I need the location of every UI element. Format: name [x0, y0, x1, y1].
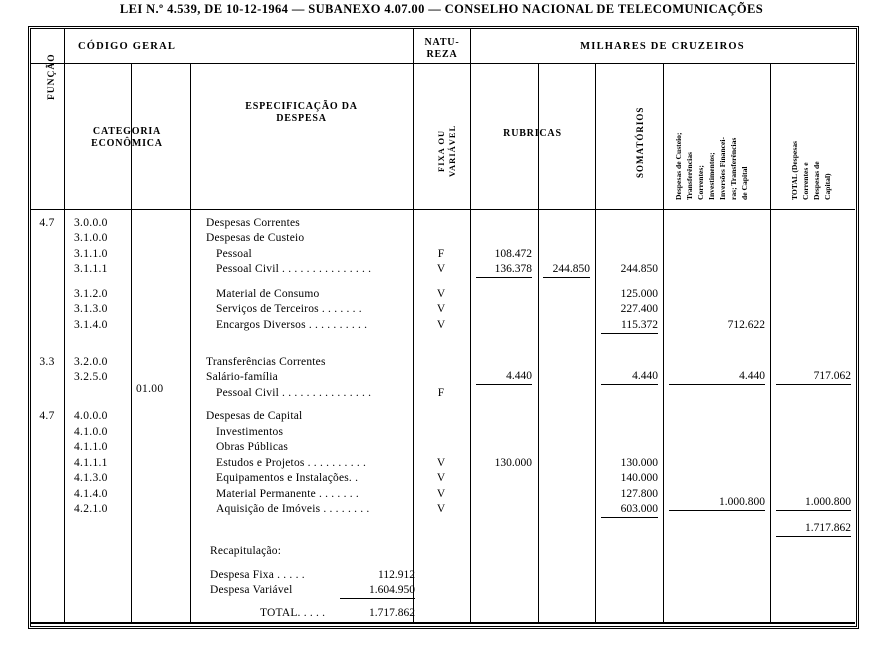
cell-spec-1: Despesas Correntes [206, 217, 300, 229]
cell-natureza-6: V [436, 303, 446, 315]
rule-col-custeio [770, 63, 771, 622]
header-variavel: VARIÁVEL [447, 124, 457, 177]
cell-natureza-7: V [436, 319, 446, 331]
cell-somatorio-7: 115.372 [601, 318, 658, 334]
cell-natureza-17: V [436, 503, 446, 515]
header-funcao: FUNÇÃO [47, 53, 57, 100]
cell-spec-7: Encargos Diversos . . . . . . . . . . [216, 319, 368, 331]
cell-somatorio-6: 227.400 [620, 303, 658, 315]
recap-item-1-value: 112.912 [378, 569, 415, 581]
header-total-line-2: Correntes e [801, 162, 810, 200]
recap-total-value: 1.717.862 [369, 607, 415, 619]
cell-spec-9: Salário-família [206, 371, 278, 383]
cell-custeio-10: 4.440 [669, 369, 765, 385]
cell-natureza-14: V [436, 457, 446, 469]
cell-custeio-7: 712.622 [727, 319, 765, 331]
cell-somatorio-4: 244.850 [620, 263, 658, 275]
cell-spec-16: Material Permanente . . . . . . . [216, 488, 359, 500]
cell-categoria-6: 3.1.3.0 [74, 303, 108, 315]
header-natureza-line1: NATU- [424, 37, 460, 48]
header-total-line-4: Capital) [823, 173, 832, 200]
cell-total-17: 1.000.800 [776, 495, 851, 511]
cell-categoria-13: 4.1.1.1 [74, 457, 108, 469]
cell-categoria-10: 4.0.0.0 [74, 410, 108, 422]
header-custeio-line-5: Inversões Financei- [718, 136, 727, 200]
recap-title: Recapitulação: [210, 545, 282, 557]
cell-somatorio-14: 130.000 [620, 457, 658, 469]
cell-natureza-15: V [436, 472, 446, 484]
header-somatorios: SOMATÓRIOS [635, 106, 645, 178]
recap-item-1-label: Despesa Fixa . . . . . [210, 569, 305, 581]
rule-col-rubricas-a [538, 63, 539, 622]
cell-funcao-1: 4.7 [39, 217, 55, 229]
header-categoria-line2: ECONÔMICA [91, 138, 163, 149]
cell-rubrica-10: 4.440 [476, 369, 532, 385]
recap-item-2-label: Despesa Variável [210, 584, 293, 596]
cell-subcodigo: 01.00 [136, 383, 164, 395]
cell-spec-13: Obras Públicas [216, 441, 289, 453]
cell-somatorio-10: 4.440 [601, 369, 658, 385]
cell-categoria-4: 3.1.1.1 [74, 263, 108, 275]
rule-col-especificacao [413, 28, 414, 622]
cell-categoria-16: 4.2.1.0 [74, 503, 108, 515]
cell-somatorio-16: 127.800 [620, 488, 658, 500]
header-total-line-3: Despesas de [812, 161, 821, 200]
cell-somatorio-5: 125.000 [620, 288, 658, 300]
recap-total-label: TOTAL. . . . . [260, 607, 326, 619]
cell-total-grand: 1.717.862 [776, 521, 851, 537]
cell-spec-12: Investimentos [216, 426, 284, 438]
rule-header-2 [30, 209, 855, 210]
cell-spec-14: Estudos e Projetos . . . . . . . . . . [216, 457, 367, 469]
header-custeio-line-1: Despesas de Custeio; [674, 132, 683, 200]
header-milhares: MILHARES DE CRUZEIROS [580, 41, 745, 52]
cell-categoria-2: 3.1.0.0 [74, 232, 108, 244]
cell-rubrica-14: 130.000 [494, 457, 532, 469]
cell-rubrica-4: 136.378 [476, 262, 532, 278]
cell-rubrica-3: 108.472 [494, 248, 532, 260]
cell-funcao-2: 3.3 [39, 356, 55, 368]
cell-natureza-10: F [437, 387, 445, 399]
cell-spec-8: Transferências Correntes [206, 356, 326, 368]
header-rubricas: RUBRICAS [503, 128, 562, 139]
cell-funcao-3: 4.7 [39, 410, 55, 422]
header-total-line-1: TOTAL (Despesas [790, 140, 799, 200]
rule-bottom [30, 622, 855, 624]
cell-categoria-11: 4.1.0.0 [74, 426, 108, 438]
header-natureza-line2: REZA [426, 49, 458, 60]
header-especificacao-line2: DESPESA [276, 113, 327, 124]
cell-categoria-15: 4.1.4.0 [74, 488, 108, 500]
cell-somatorio-15: 140.000 [620, 472, 658, 484]
cell-natureza-4: V [436, 263, 446, 275]
law-title: LEI N.º 4.539, DE 10-12-1964 — SUBANEXO 4.07.00 — CONSELHO NACIONAL DE TELECOMUNICAÇÕES [119, 2, 764, 16]
cell-categoria-8: 3.2.0.0 [74, 356, 108, 368]
cell-natureza-16: V [436, 488, 446, 500]
cell-natureza-3: F [437, 248, 445, 260]
header-categoria-line1: CATEGORIA [92, 126, 162, 137]
cell-categoria-3: 3.1.1.0 [74, 248, 108, 260]
cell-spec-11: Despesas de Capital [206, 410, 303, 422]
header-custeio-line-6: ras; Transferências [729, 137, 738, 200]
cell-spec-2: Despesas de Custeio [206, 232, 305, 244]
cell-categoria-1: 3.0.0.0 [74, 217, 108, 229]
cell-spec-15: Equipamentos e Instalações. . [216, 472, 359, 484]
cell-spec-10: Pessoal Civil . . . . . . . . . . . . . . . [216, 387, 372, 399]
cell-categoria-7: 3.1.4.0 [74, 319, 108, 331]
cell-spec-4: Pessoal Civil . . . . . . . . . . . . . . . [216, 263, 372, 275]
header-custeio-line-3: Correntes; [696, 165, 705, 200]
header-custeio-line-7: de Capital [740, 166, 749, 200]
cell-custeio-17: 1.000.800 [669, 495, 765, 511]
cell-rubrica-sub-4: 244.850 [543, 262, 590, 278]
cell-categoria-14: 4.1.3.0 [74, 472, 108, 484]
rule-col-somatorios [663, 63, 664, 622]
header-especificacao-line1: ESPECIFICAÇÃO DA [245, 101, 358, 112]
rule-col-categoria-b [190, 63, 191, 622]
header-codigo-geral: CÓDIGO GERAL [77, 41, 177, 52]
rule-col-funcao [64, 28, 65, 622]
cell-spec-5: Material de Consumo [216, 288, 320, 300]
cell-categoria-9: 3.2.5.0 [74, 371, 108, 383]
recap-item-2-value: 1.604.950 [340, 583, 415, 599]
rule-col-rubricas-b [595, 63, 596, 622]
header-custeio-line-2: Transferências [685, 152, 694, 200]
header-fixa-ou: FIXA OU [436, 129, 446, 172]
cell-spec-3: Pessoal [216, 248, 252, 260]
cell-categoria-5: 3.1.2.0 [74, 288, 108, 300]
cell-categoria-12: 4.1.1.0 [74, 441, 108, 453]
rule-col-natureza [470, 28, 471, 622]
cell-spec-6: Serviços de Terceiros . . . . . . . [216, 303, 362, 315]
cell-total-10: 717.062 [776, 369, 851, 385]
cell-natureza-5: V [436, 288, 446, 300]
cell-somatorio-17: 603.000 [601, 502, 658, 518]
header-custeio-line-4: Investimentos; [707, 152, 716, 200]
cell-spec-17: Aquisição de Imóveis . . . . . . . . [216, 503, 370, 515]
